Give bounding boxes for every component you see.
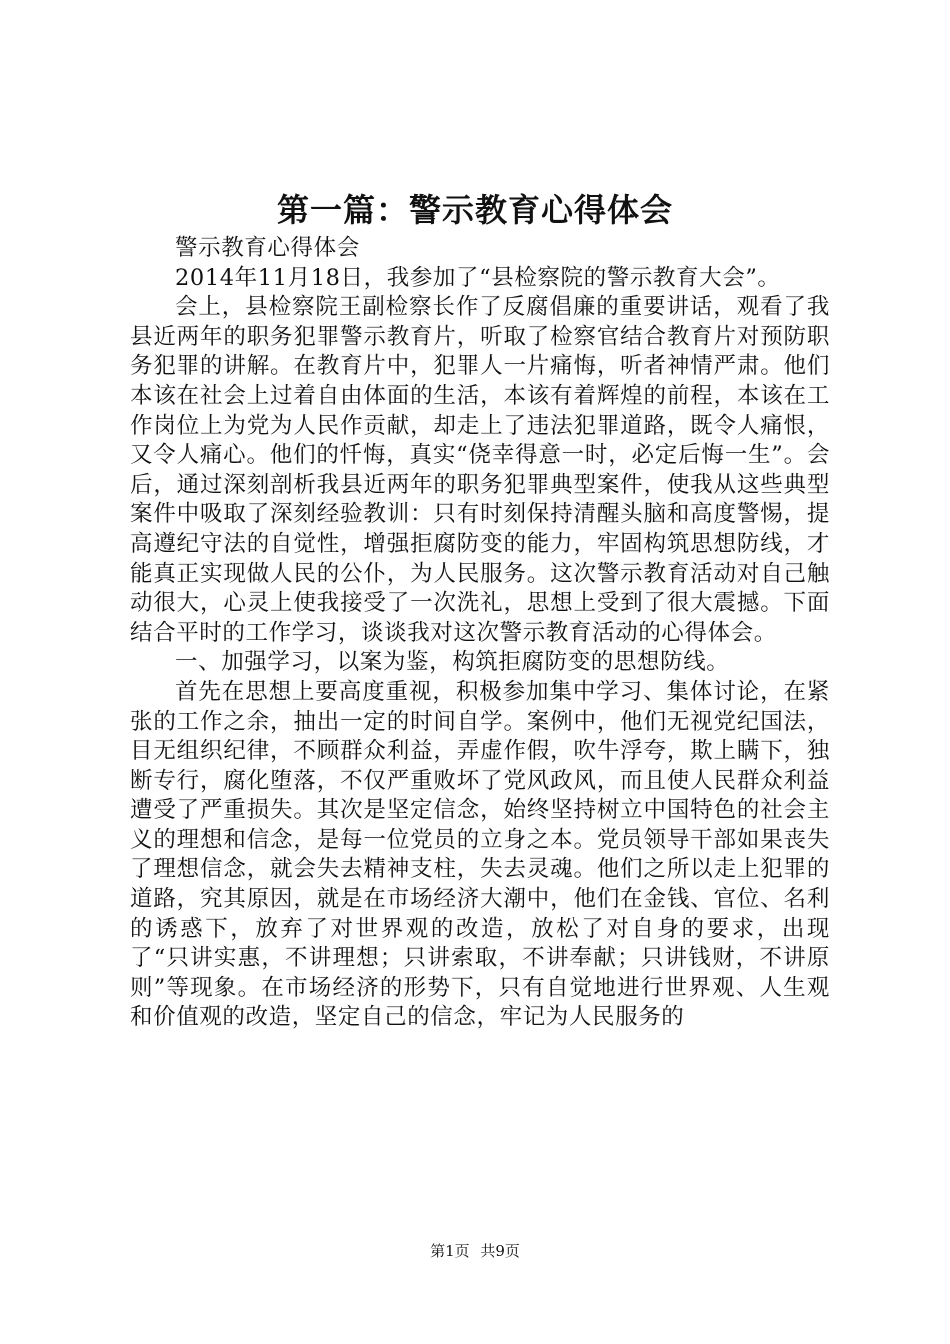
page-number: 第1页 [430,1242,470,1260]
paragraph-subtitle: 警示教育心得体会 [175,235,360,261]
paragraph-date: 2014年11月18日，我参加了“县检察院的警示教育大会”。 [175,264,781,291]
page-footer [0,1240,950,1262]
document-body [130,234,830,1033]
paragraph-meeting: 会上，县检察院王副检察长作了反腐倡廉的重要讲话，观看了我县近两年的职务犯罪警示教育片，听取了检察官结合教育片对预防职务犯罪的讲解。在教育片中，犯罪人一片痛悔，听者神情严肃。他们本该在社会上过着自由体面的生活，本该有着辉煌的前程，本该在工作岗位上为党为人民作贡献，却走上了违法犯罪道路，既令人痛恨，又令人痛心。他们的忏悔，真实“侥幸得意一时，必定后悔一生”。会后，通过深刻剖析我县近两年的职务犯罪典型案件，使我从这些典型案件中吸取了深刻经验教训：只有时刻保持清醒头脑和高度警惕，提高遵纪守法的自觉性，增强拒腐防变的能力，牢固构筑思想防线，才能真正实现做人民的公仆，为人民服务。这次警示教育活动对自己触动很大，心灵上使我接受了一次洗礼，思想上受到了很大震撼。下面结合平时的工作学习，谈谈我对这次警示教育活动的心得体会。 [130,294,830,646]
paragraph-study: 首先在思想上要高度重视，积极参加集中学习、集体讨论，在紧张的工作之余，抽出一定的时间自学。案例中，他们无视党纪国法，目无组织纪律，不顾群众利益，弄虚作假，吹牛浮夸，欺上瞒下，独断专行，腐化堕落，不仅严重败坏了党风政风，而且使人民群众利益遭受了严重损失。其次是坚定信念，始终坚持树立中国特色的社会主义的理想和信念，是每一位党员的立身之本。党员领导干部如果丧失了理想信念，就会失去精神支柱，失去灵魂。他们之所以走上犯罪的道路，究其原因，就是在市场经济大潮中，他们在金钱、官位、名利的诱惑下，放弃了对世界观的改造，放松了对自身的要求，出现了“只讲实惠，不讲理想；只讲索取，不讲奉献；只讲钱财，不讲原则”等现象。在市场经济的形势下，只有自觉地进行世界观、人生观和价值观的改造，坚定自己的信念，牢记为人民服务的 [130,678,830,1031]
document-title: 第一篇：警示教育心得体会 [276,191,673,229]
section-heading-1: 一、加强学习，以案为鉴，构筑拒腐防变的思想防线。 [175,649,730,676]
page-total: 共9页 [480,1242,520,1260]
